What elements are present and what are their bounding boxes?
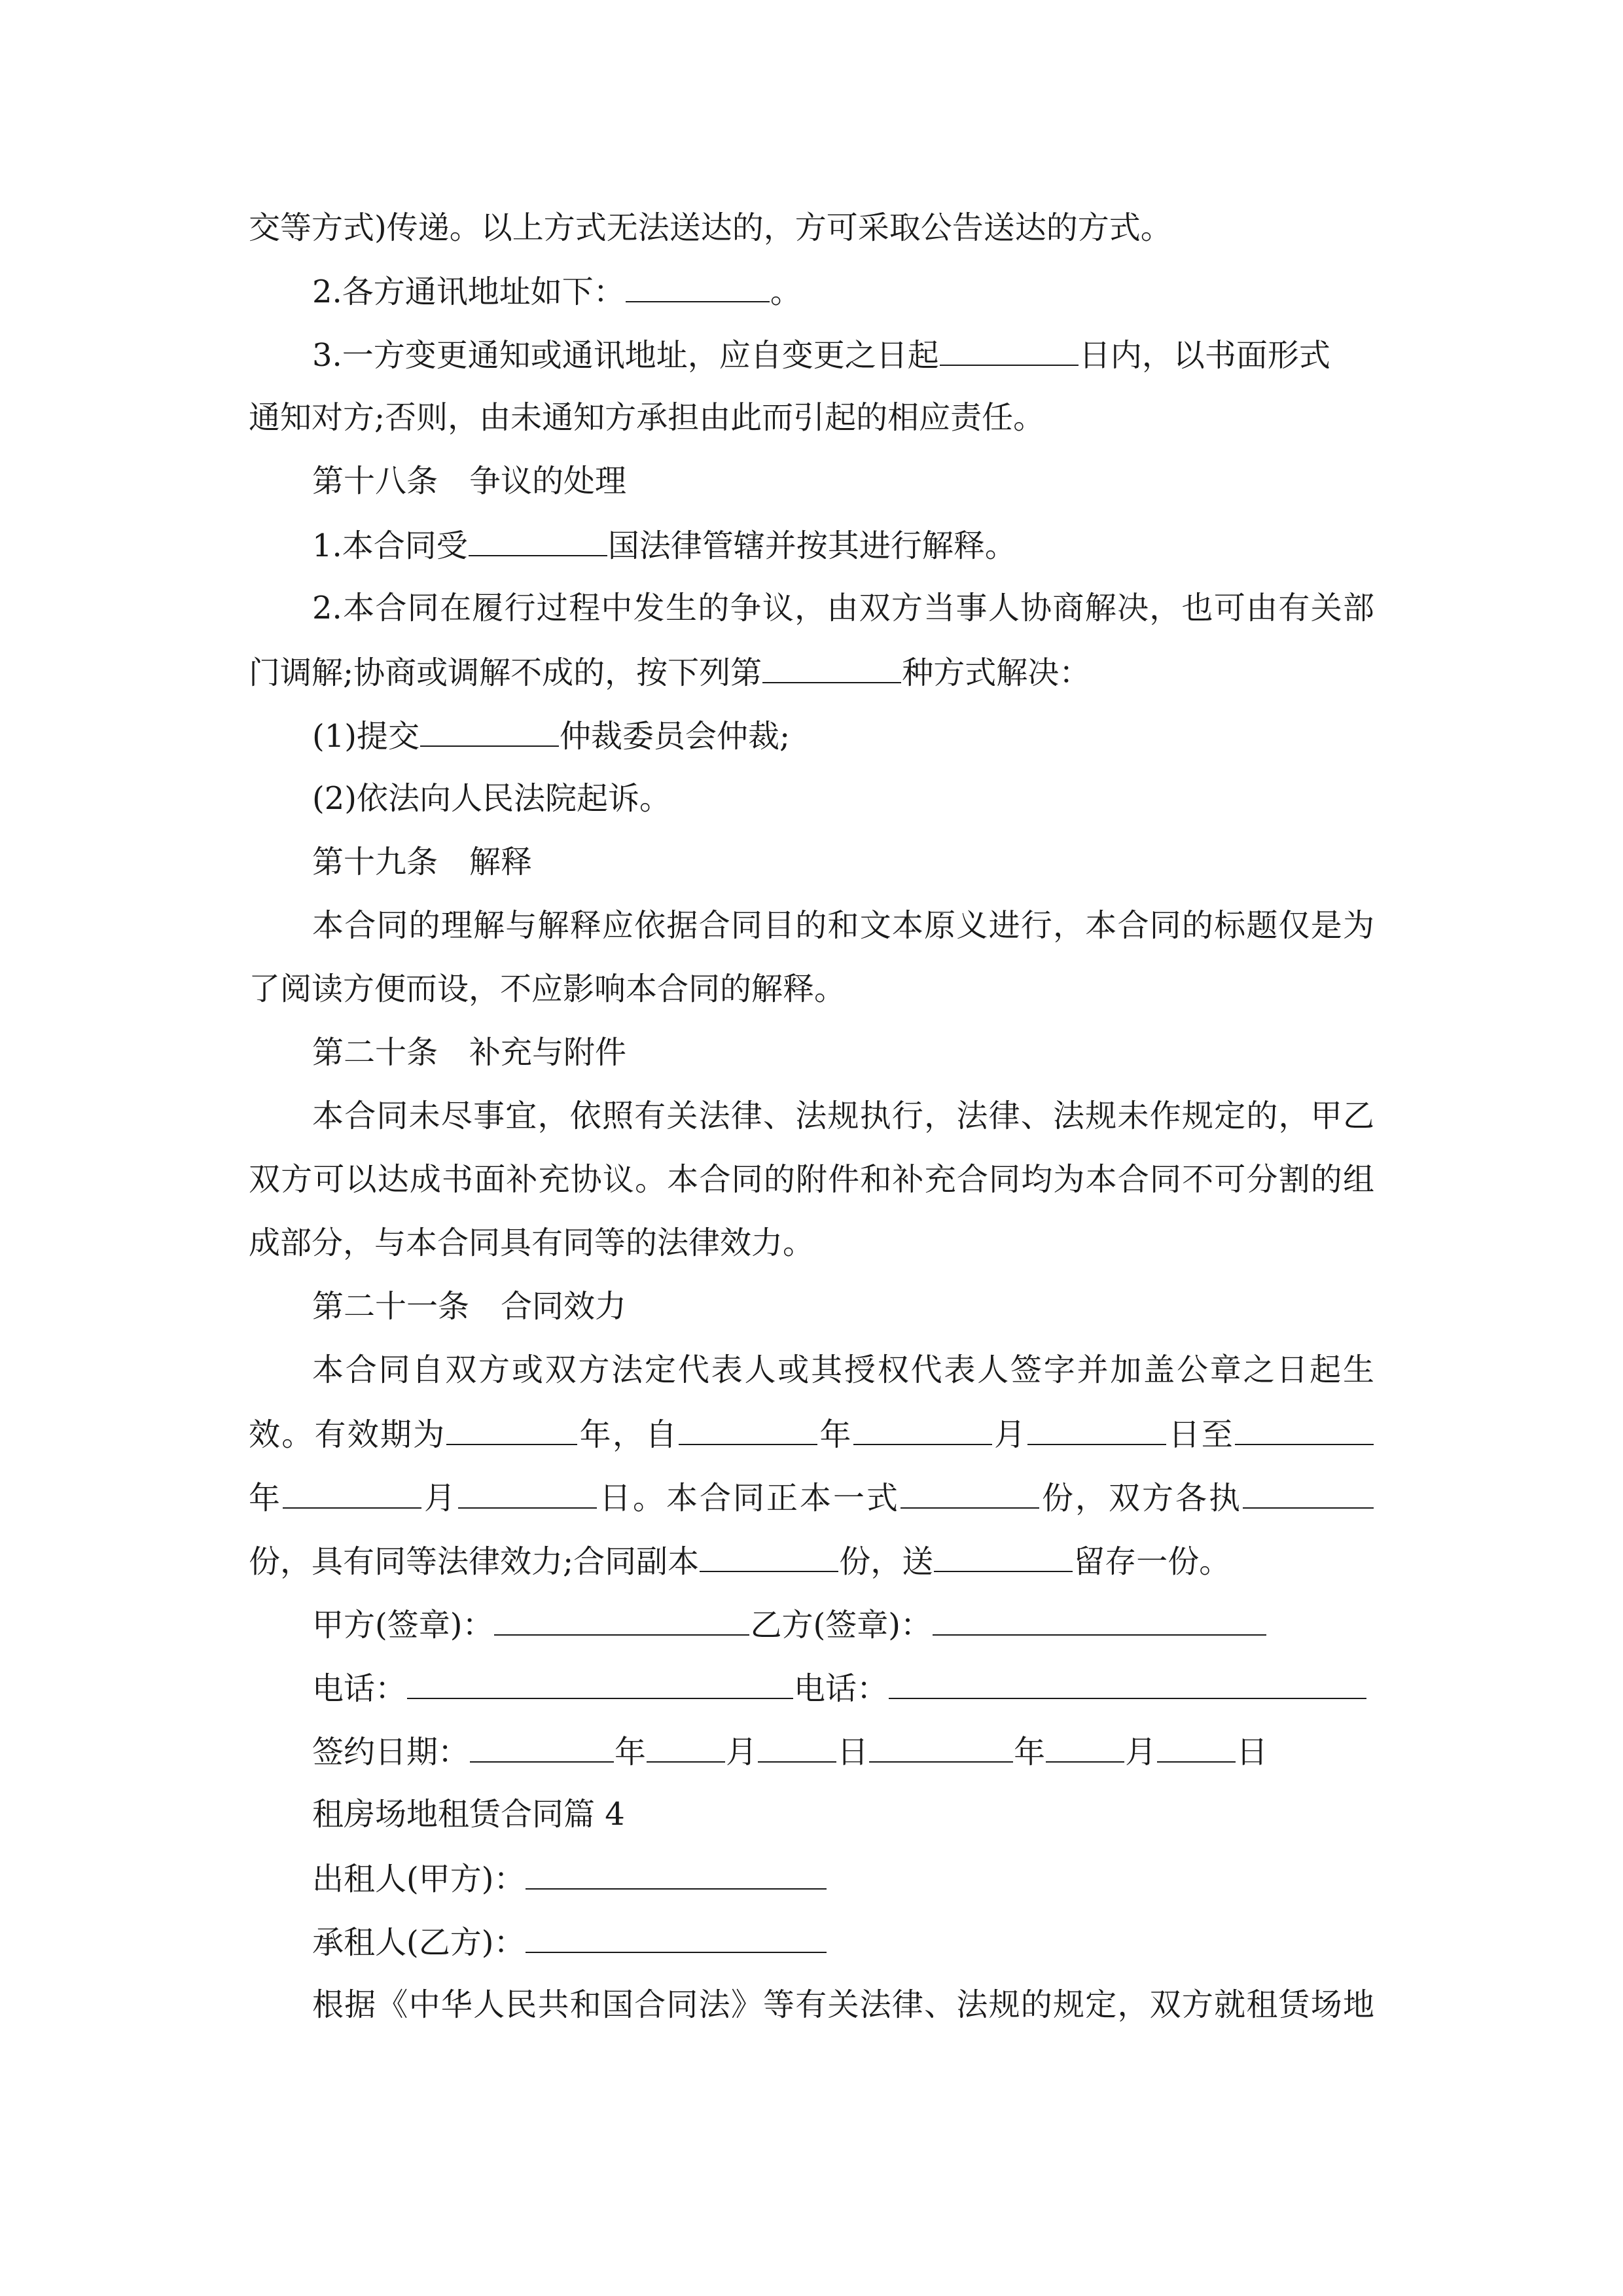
text-line: 2.各方通讯地址如下： 。 — [312, 271, 1374, 312]
text-line: 门调解;协商或调解不成的，按下列第 种方式解决： — [249, 652, 1374, 692]
fill-blank — [940, 334, 1079, 366]
text-line: 双方可以达成书面补充协议。本合同的附件和补充合同均为本合同不可分割的组 — [249, 1161, 1374, 1198]
text-line: 本合同未尽事宜，依照有关法律、法规执行，法律、法规未作规定的，甲乙 — [312, 1098, 1374, 1134]
fill-blank — [853, 1414, 992, 1445]
fill-blank — [470, 1731, 614, 1763]
party-line: 出租人(甲方)： — [312, 1858, 1374, 1899]
fill-blank — [526, 1922, 827, 1953]
article-heading: 第二十一条 合同效力 — [312, 1288, 627, 1325]
fill-blank — [758, 1731, 836, 1763]
fill-blank — [933, 1604, 1266, 1636]
article-heading: 第十八条 争议的处理 — [312, 463, 627, 499]
text-line: 了阅读方便而设，不应影响本合同的解释。 — [249, 971, 846, 1007]
fill-blank — [1243, 1477, 1374, 1509]
fill-blank — [869, 1731, 1013, 1763]
text-line: 效。有效期为 年，自 年 月 日至 — [249, 1414, 1374, 1454]
text-line: 根据《中华人民共和国合同法》等有关法律、法规的规定，双方就租赁场地 — [312, 1986, 1374, 2023]
text-line: (2)依法向人民法院起诉。 — [312, 780, 671, 817]
fill-blank — [1046, 1731, 1124, 1763]
phone-line: 电话： 电话： — [312, 1668, 1374, 1708]
fill-blank — [420, 715, 559, 747]
text-line: 成部分，与本合同具有同等的法律效力。 — [249, 1225, 815, 1261]
text-line: 通知对方;否则，由未通知方承担由此而引起的相应责任。 — [249, 399, 1045, 436]
fill-blank — [494, 1604, 749, 1636]
fill-blank — [1027, 1414, 1166, 1445]
text-line: (1)提交 仲裁委员会仲裁; — [312, 715, 1374, 756]
article-heading: 第二十条 补充与附件 — [312, 1034, 627, 1071]
fill-blank — [762, 652, 901, 683]
text-line: 本合同自双方或双方法定代表人或其授权代表人签字并加盖公章之日起生 — [312, 1352, 1374, 1388]
text-line: 3.一方变更通知或通讯地址，应自变更之日起 日内，以书面形式 — [312, 334, 1374, 375]
fill-blank — [901, 1477, 1039, 1509]
fill-blank — [1235, 1414, 1374, 1445]
text-line: 1.本合同受 国法律管辖并按其进行解释。 — [312, 525, 1374, 565]
fill-blank — [934, 1541, 1073, 1572]
signing-date-line: 签约日期： 年 月 日 年 月 日 — [312, 1731, 1374, 1772]
section-title: 租房场地租赁合同篇 4 — [312, 1796, 625, 1833]
fill-blank — [889, 1668, 1366, 1699]
text-line: 本合同的理解与解释应依据合同目的和文本原义进行，本合同的标题仅是为 — [312, 907, 1374, 944]
fill-blank — [647, 1731, 725, 1763]
text-line: 年 月 日。本合同正本一式 份，双方各执 — [249, 1477, 1374, 1518]
fill-blank — [1157, 1731, 1236, 1763]
signature-line: 甲方(签章)： 乙方(签章)： — [312, 1604, 1374, 1645]
fill-blank — [626, 271, 770, 302]
text-line: 2.本合同在履行过程中发生的争议，由双方当事人协商解决，也可由有关部 — [312, 590, 1374, 626]
fill-blank — [700, 1541, 838, 1572]
text-line: 交等方式)传递。以上方式无法送达的，方可采取公告送达的方式。 — [249, 209, 1172, 246]
fill-blank — [283, 1477, 421, 1509]
article-heading: 第十九条 解释 — [312, 844, 533, 880]
text-line: 份，具有同等法律效力;合同副本 份，送 留存一份。 — [249, 1541, 1374, 1581]
fill-blank — [458, 1477, 597, 1509]
fill-blank — [446, 1414, 577, 1445]
party-line: 承租人(乙方)： — [312, 1922, 1374, 1962]
fill-blank — [679, 1414, 817, 1445]
fill-blank — [407, 1668, 793, 1699]
fill-blank — [526, 1858, 827, 1890]
fill-blank — [469, 525, 607, 556]
